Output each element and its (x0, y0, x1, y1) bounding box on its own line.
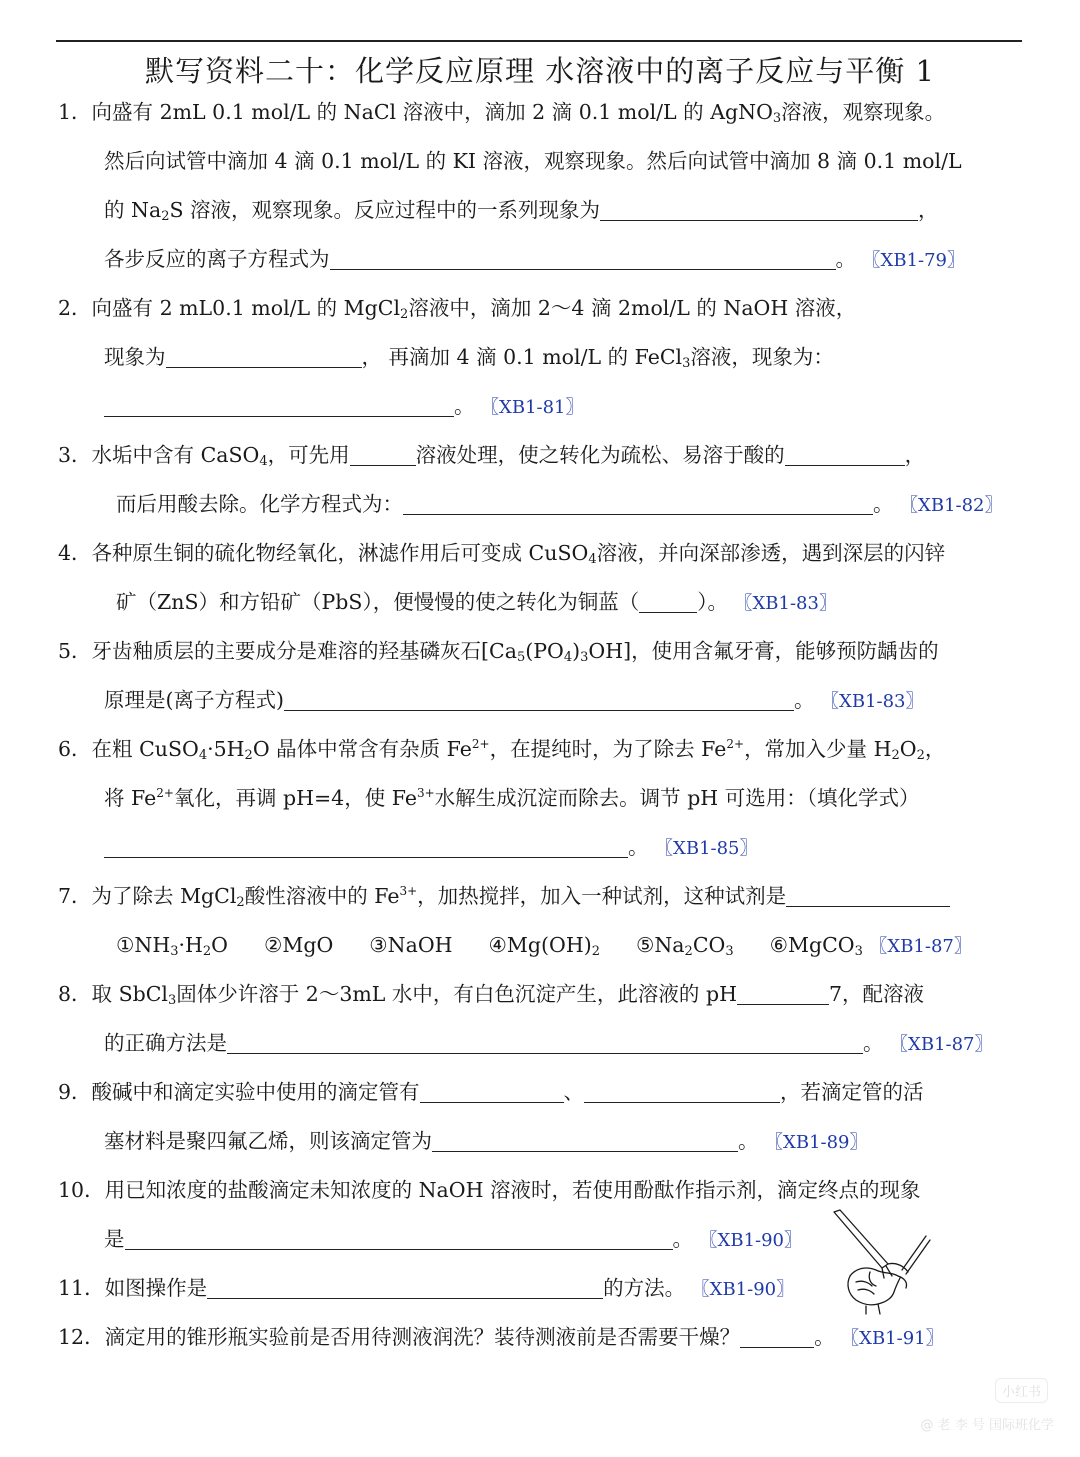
question-6-line-3: 。 〖XB1-85〗 (104, 832, 758, 864)
question-4-line-1: 4．各种原生铜的硫化物经氧化，淋滤作用后可变成 CuSO$_4$溶液，并向深部渗透，遇到深层的闪锌 (58, 541, 946, 567)
question-3-line-1: 3．水垢中含有 CaSO$_4$，可先用 溶液处理，使之转化为疏松、易溶于酸的 ， (58, 443, 926, 469)
question-5-line-1: 5．牙齿釉质层的主要成分是难溶的羟基磷灰石$[Ca_5(PO_4)_3OH]$，使用含氟牙膏，能够预防龋齿的 (58, 639, 939, 665)
question-4-line-2: 矿（ZnS）和方铅矿（PbS），便慢慢的使之转化为铜蓝（ ）。 〖XB1-83〗 (116, 590, 837, 614)
answer-blank[interactable] (284, 688, 794, 711)
question-8-line-1: 8．取 SbCl$_3$固体少许溶于 2～3mL 水中，有白色沉淀产生，此溶液的 pH 7，配溶液 (58, 982, 924, 1008)
option-5: $⑤Na_2CO_3$ (635, 933, 734, 959)
question-1-line-3: 的 $Na_2S$ 溶液，观察现象。反应过程中的一系列现象为 ， (104, 198, 939, 224)
option-1: $①NH_3\cdot H_2O$ (116, 933, 228, 959)
question-10-line-1: 10．用已知浓度的盐酸滴定未知浓度的 NaOH 溶液时，若使用酚酞作指示剂，滴定终点的现象 (58, 1178, 921, 1202)
answer-blank[interactable] (786, 884, 950, 907)
reference-code: 〖XB1-91〗 (841, 1328, 944, 1349)
question-10-line-2: 是 。 〖XB1-90〗 (104, 1227, 803, 1251)
option-4: $④Mg(OH)_2$ (488, 933, 600, 959)
reference-code: 〖XB1-83〗 (734, 593, 837, 614)
reference-code: 〖XB1-87〗 (890, 1034, 993, 1055)
question-12-line-1: 12．滴定用的锥形瓶实验前是否用待测液润洗？装待测液前是否需要干燥？ 。 〖XB1-91〗 (58, 1325, 944, 1349)
question-6-line-2: 将 $Fe^{2+}$氧化，再调 pH=4，使 $Fe^{3+}$水解生成沉淀而除去。调节 pH 可选用：（填化学式） (104, 786, 920, 810)
question-2-line-2: 现象为 ， 再滴加 4 滴 0.1 mol/L 的 FeCl$_3$溶液，现象为： (104, 345, 834, 371)
answer-blank[interactable] (104, 835, 628, 858)
answer-blank[interactable] (584, 1080, 780, 1103)
question-1-line-1: 1．向盛有 2mL 0.1 mol/L 的 NaCl 溶液中，滴加 2 滴 0.1 mol/L 的 AgNO$_3$溶液，观察现象。 (58, 100, 946, 126)
option-2: ②MgO (263, 933, 334, 957)
watermark-logo: 小红书 (995, 1378, 1048, 1403)
answer-blank[interactable] (403, 492, 873, 515)
question-1-line-4: 各步反应的离子方程式为 。 〖XB1-79〗 (104, 247, 966, 271)
answer-blank[interactable] (740, 1325, 814, 1348)
question-5-line-2: 原理是(离子方程式) 。 〖XB1-83〗 (104, 688, 924, 712)
question-7-line-1: 7．为了除去 MgCl$_2$酸性溶液中的 $Fe^{3+}$，加热搅拌，加入一种试剂，这种试剂是 (58, 881, 950, 911)
answer-blank[interactable] (420, 1080, 564, 1103)
answer-blank[interactable] (104, 394, 454, 417)
reference-code: 〖XB1-82〗 (900, 495, 1003, 516)
question-6-line-1: 6．在粗 $CuSO_4\cdot 5H_2O$ 晶体中常含有杂质 $Fe^{2+}$，在提纯时，为了除去 $Fe^{2+}$，常加入少量 $H_2O_2$， (58, 737, 946, 763)
answer-blank[interactable] (432, 1129, 738, 1152)
question-2-line-1: 2．向盛有 2 mL0.1 mol/L 的 MgCl$_2$溶液中，滴加 2～4 滴 2mol/L 的 NaOH 溶液， (58, 296, 857, 322)
burette-stopcock-hand-icon (826, 1206, 938, 1318)
answer-blank[interactable] (227, 1031, 863, 1054)
answer-blank[interactable] (350, 443, 416, 466)
option-6: ⑥MgCO$_3$ (769, 933, 863, 959)
reference-code: 〖XB1-90〗 (699, 1230, 803, 1251)
answer-blank[interactable] (639, 590, 697, 613)
reference-code: 〖XB1-81〗 (481, 397, 584, 418)
answer-blank[interactable] (125, 1227, 673, 1250)
answer-blank[interactable] (166, 345, 362, 368)
reference-code: 〖XB1-89〗 (765, 1132, 868, 1153)
question-9-line-1: 9．酸碱中和滴定实验中使用的滴定管有 、 ，若滴定管的活 (58, 1080, 924, 1104)
watermark-author: @ 老 李 号 国际班化学 (920, 1418, 1054, 1433)
answer-blank[interactable] (207, 1276, 603, 1299)
top-rule (56, 40, 1022, 42)
answer-blank[interactable] (785, 443, 905, 466)
option-3: ③NaOH (369, 933, 453, 957)
reference-code: 〖XB1-87〗 (869, 936, 972, 957)
reference-code: 〖XB1-83〗 (821, 691, 924, 712)
answer-blank[interactable] (737, 982, 829, 1005)
page-title: 默写资料二十：化学反应原理 水溶液中的离子反应与平衡 1 (145, 54, 935, 88)
reference-code: 〖XB1-79〗 (862, 250, 966, 271)
question-3-line-2: 而后用酸去除。化学方程式为： 。 〖XB1-82〗 (116, 492, 1003, 516)
question-7-options (116, 930, 972, 962)
question-8-line-2: 的正确方法是 。 〖XB1-87〗 (104, 1031, 993, 1055)
question-1-line-2: 然后向试管中滴加 4 滴 0.1 mol/L 的 KI 溶液，观察现象。然后向试管中滴加 8 滴 0.1 mol/L (104, 149, 962, 173)
question-11-line-1: 11．如图操作是 的方法。 〖XB1-90〗 (58, 1276, 795, 1300)
question-2-line-3: 。 〖XB1-81〗 (104, 391, 584, 423)
question-9-line-2: 塞材料是聚四氟乙烯，则该滴定管为 。 〖XB1-89〗 (104, 1129, 868, 1153)
reference-code: 〖XB1-85〗 (655, 838, 758, 859)
reference-code: 〖XB1-90〗 (691, 1279, 795, 1300)
answer-blank[interactable] (330, 247, 836, 270)
answer-blank[interactable] (600, 198, 918, 221)
